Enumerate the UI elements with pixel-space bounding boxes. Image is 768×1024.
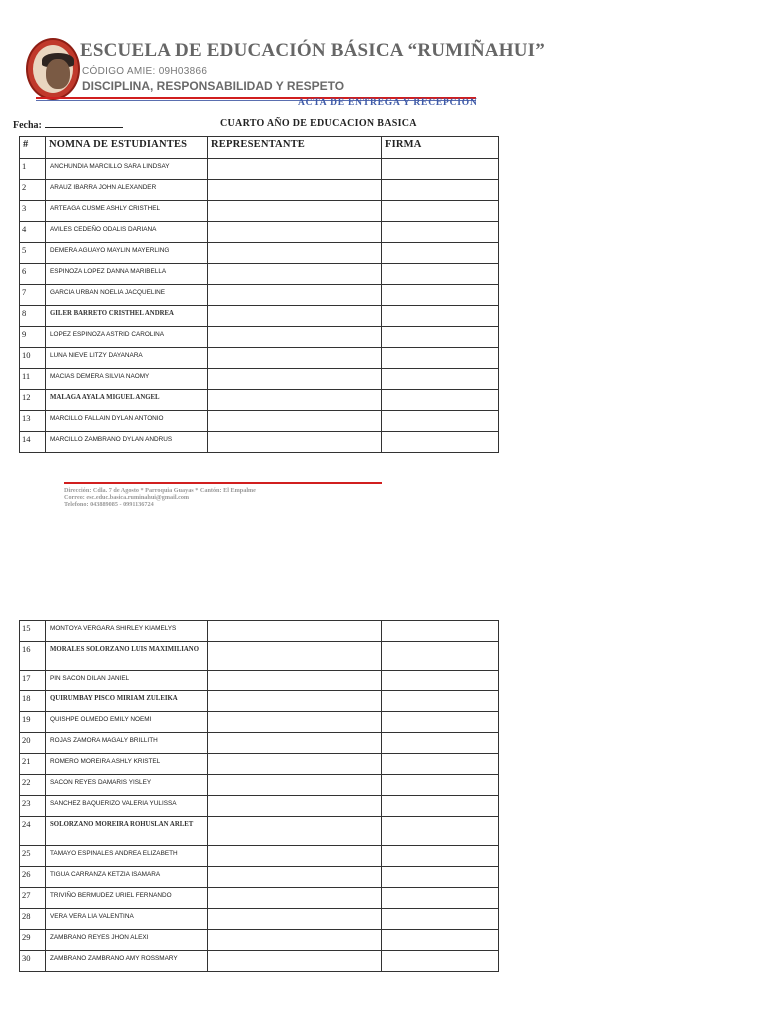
table-row [20, 432, 499, 453]
student-name: ROMERO MOREIRA ASHLY KRISTEL [46, 754, 208, 775]
students-table-page-2 [19, 620, 499, 972]
table-row [20, 411, 499, 432]
logo-portrait-icon [33, 45, 73, 93]
representative-cell[interactable] [208, 201, 382, 222]
signature-cell[interactable] [382, 867, 499, 888]
table-row [20, 264, 499, 285]
signature-cell[interactable] [382, 264, 499, 285]
row-number: 3 [20, 201, 46, 222]
student-name: MORALES SOLORZANO LUIS MAXIMILIANO [46, 642, 208, 671]
student-name: ZAMBRANO REYES JHON ALEXI [46, 930, 208, 951]
student-name: SACON REYES DAMARIS YISLEY [46, 775, 208, 796]
table-row [20, 888, 499, 909]
table-row [20, 390, 499, 411]
table-row [20, 817, 499, 846]
signature-cell[interactable] [382, 775, 499, 796]
student-name: QUIRUMBAY PISCO MIRIAM ZULEIKA [46, 691, 208, 712]
row-number: 12 [20, 390, 46, 411]
representative-cell[interactable] [208, 642, 382, 671]
row-number: 22 [20, 775, 46, 796]
representative-cell[interactable] [208, 348, 382, 369]
row-number: 6 [20, 264, 46, 285]
student-name: GILER BARRETO CRISTHEL ANDREA [46, 306, 208, 327]
school-name: ESCUELA DE EDUCACIÓN BÁSICA “RUMIÑAHUI” [80, 40, 545, 61]
representative-cell[interactable] [208, 846, 382, 867]
representative-cell[interactable] [208, 754, 382, 775]
student-name: ARAUZ IBARRA JOHN ALEXANDER [46, 180, 208, 201]
signature-cell[interactable] [382, 201, 499, 222]
representative-cell[interactable] [208, 180, 382, 201]
table-row [20, 327, 499, 348]
row-number: 29 [20, 930, 46, 951]
row-number: 2 [20, 180, 46, 201]
student-name: ARTEAGA CUSME ASHLY CRISTHEL [46, 201, 208, 222]
table-row [20, 243, 499, 264]
student-name: VERA VERA LIA VALENTINA [46, 909, 208, 930]
student-name: DEMERA AGUAYO MAYLIN MAYERLING [46, 243, 208, 264]
table-row [20, 796, 499, 817]
table-row [20, 348, 499, 369]
signature-cell[interactable] [382, 930, 499, 951]
student-name: MACIAS DEMERA SILVIA NAOMY [46, 369, 208, 390]
date-label: Fecha [13, 120, 39, 131]
table-row [20, 733, 499, 754]
table-row [20, 909, 499, 930]
representative-cell[interactable] [208, 930, 382, 951]
student-name: SANCHEZ BAQUERIZO VALERIA YULISSA [46, 796, 208, 817]
signature-cell[interactable] [382, 621, 499, 642]
row-number: 1 [20, 159, 46, 180]
student-name: ESPINOZA LOPEZ DANNA MARIBELLA [46, 264, 208, 285]
column-header-representative: REPRESENTANTE [208, 137, 382, 159]
signature-cell[interactable] [382, 671, 499, 691]
representative-cell[interactable] [208, 712, 382, 733]
table-row [20, 930, 499, 951]
signature-cell[interactable] [382, 796, 499, 817]
row-number: 17 [20, 671, 46, 691]
signature-cell[interactable] [382, 369, 499, 390]
row-number: 28 [20, 909, 46, 930]
signature-cell[interactable] [382, 909, 499, 930]
signature-cell[interactable] [382, 390, 499, 411]
representative-cell[interactable] [208, 411, 382, 432]
representative-cell[interactable] [208, 285, 382, 306]
row-number: 30 [20, 951, 46, 972]
row-number: 15 [20, 621, 46, 642]
representative-cell[interactable] [208, 390, 382, 411]
student-name: MALAGA AYALA MIGUEL ANGEL [46, 390, 208, 411]
column-header-signature: FIRMA [382, 137, 499, 159]
row-number: 9 [20, 327, 46, 348]
student-name: TRIVIÑO BERMUDEZ URIEL FERNANDO [46, 888, 208, 909]
representative-cell[interactable] [208, 733, 382, 754]
signature-cell[interactable] [382, 754, 499, 775]
row-number: 10 [20, 348, 46, 369]
row-number: 13 [20, 411, 46, 432]
table-row [20, 775, 499, 796]
signature-cell[interactable] [382, 411, 499, 432]
representative-cell[interactable] [208, 909, 382, 930]
table-row [20, 621, 499, 642]
representative-cell[interactable] [208, 867, 382, 888]
representative-cell[interactable] [208, 243, 382, 264]
row-number: 8 [20, 306, 46, 327]
row-number: 5 [20, 243, 46, 264]
representative-cell[interactable] [208, 691, 382, 712]
row-number: 26 [20, 867, 46, 888]
school-motto: DISCIPLINA, RESPONSABILIDAD Y RESPETO [82, 79, 345, 93]
table-row [20, 712, 499, 733]
student-name: ZAMBRANO ZAMBRANO AMY ROSSMARY [46, 951, 208, 972]
signature-cell[interactable] [382, 285, 499, 306]
row-number: 23 [20, 796, 46, 817]
row-number: 24 [20, 817, 46, 846]
signature-cell[interactable] [382, 712, 499, 733]
representative-cell[interactable] [208, 671, 382, 691]
signature-cell[interactable] [382, 846, 499, 867]
row-number: 18 [20, 691, 46, 712]
row-number: 27 [20, 888, 46, 909]
representative-cell[interactable] [208, 222, 382, 243]
student-name: GARCIA URBAN NOELIA JACQUELINE [46, 285, 208, 306]
date-blank-line [45, 118, 123, 128]
student-name: ROJAS ZAMORA MAGALY BRILLITH [46, 733, 208, 754]
table-row [20, 222, 499, 243]
row-number: 20 [20, 733, 46, 754]
table-row [20, 691, 499, 712]
signature-cell[interactable] [382, 951, 499, 972]
signature-cell[interactable] [382, 348, 499, 369]
table-row [20, 671, 499, 691]
representative-cell[interactable] [208, 369, 382, 390]
student-name: SOLORZANO MOREIRA ROHUSLAN ARLET [46, 817, 208, 846]
student-name: TIGUA CARRANZA KETZIA ISAMARA [46, 867, 208, 888]
row-number: 4 [20, 222, 46, 243]
table-row [20, 951, 499, 972]
table-row [20, 285, 499, 306]
student-name: LUNA NIEVE LITZY DAYANARA [46, 348, 208, 369]
signature-cell[interactable] [382, 691, 499, 712]
row-number: 19 [20, 712, 46, 733]
table-row [20, 306, 499, 327]
student-name: MONTOYA VERGARA SHIRLEY KIAMELYS [46, 621, 208, 642]
students-table-page-1 [19, 136, 499, 453]
student-name: ANCHUNDIA MARCILLO SARA LINDSAY [46, 159, 208, 180]
signature-cell[interactable] [382, 222, 499, 243]
student-name: QUISHPE OLMEDO EMILY NOEMI [46, 712, 208, 733]
student-name: LOPEZ ESPINOZA ASTRID CAROLINA [46, 327, 208, 348]
footer-phone: Telefono: 043889085 - 0991136724 [64, 501, 154, 508]
column-header-student: NOMNA DE ESTUDIANTES [46, 137, 208, 159]
signature-cell[interactable] [382, 642, 499, 671]
representative-cell[interactable] [208, 621, 382, 642]
column-header-number: # [20, 137, 46, 159]
signature-cell[interactable] [382, 180, 499, 201]
student-name: MARCILLO ZAMBRANO DYLAN ANDRUS [46, 432, 208, 453]
student-name: AVILES CEDEÑO ODALIS DARIANA [46, 222, 208, 243]
table-row [20, 180, 499, 201]
representative-cell[interactable] [208, 888, 382, 909]
representative-cell[interactable] [208, 951, 382, 972]
signature-cell[interactable] [382, 733, 499, 754]
representative-cell[interactable] [208, 796, 382, 817]
representative-cell[interactable] [208, 159, 382, 180]
representative-cell[interactable] [208, 775, 382, 796]
footer-contact [64, 487, 256, 508]
signature-cell[interactable] [382, 159, 499, 180]
document-title: ACTA DE ENTREGA Y RECEPCION [298, 98, 478, 108]
row-number: 16 [20, 642, 46, 671]
row-number: 14 [20, 432, 46, 453]
table-row [20, 867, 499, 888]
school-logo [26, 38, 80, 100]
representative-cell[interactable] [208, 817, 382, 846]
signature-cell[interactable] [382, 432, 499, 453]
table-row [20, 201, 499, 222]
signature-cell[interactable] [382, 327, 499, 348]
representative-cell[interactable] [208, 327, 382, 348]
student-name: PIN SACON DILAN JANIEL [46, 671, 208, 691]
table-row [20, 642, 499, 671]
representative-cell[interactable] [208, 306, 382, 327]
table-row [20, 754, 499, 775]
student-name: MARCILLO FALLAIN DYLAN ANTONIO [46, 411, 208, 432]
row-number: 11 [20, 369, 46, 390]
date-field: Fecha: [13, 118, 123, 131]
table-row [20, 369, 499, 390]
representative-cell[interactable] [208, 264, 382, 285]
grade-label: CUARTO AÑO DE EDUCACION BASICA [220, 118, 417, 129]
footer-divider-red [64, 482, 382, 484]
signature-cell[interactable] [382, 243, 499, 264]
row-number: 21 [20, 754, 46, 775]
amie-code: CÓDIGO AMIE: 09H03866 [82, 66, 208, 77]
student-name: TAMAYO ESPINALES ANDREA ELIZABETH [46, 846, 208, 867]
table-row [20, 846, 499, 867]
table-row [20, 159, 499, 180]
footer-email: Correo: esc.educ.basica.ruminahui@gmail.com [64, 494, 190, 501]
footer-address: Dirección: Cdla. 7 de Agosto * Parroquia Guayas * Cantón: El Empalme [64, 487, 256, 494]
signature-cell[interactable] [382, 888, 499, 909]
signature-cell[interactable] [382, 306, 499, 327]
representative-cell[interactable] [208, 432, 382, 453]
table-header-row [20, 137, 499, 159]
row-number: 25 [20, 846, 46, 867]
signature-cell[interactable] [382, 817, 499, 846]
row-number: 7 [20, 285, 46, 306]
